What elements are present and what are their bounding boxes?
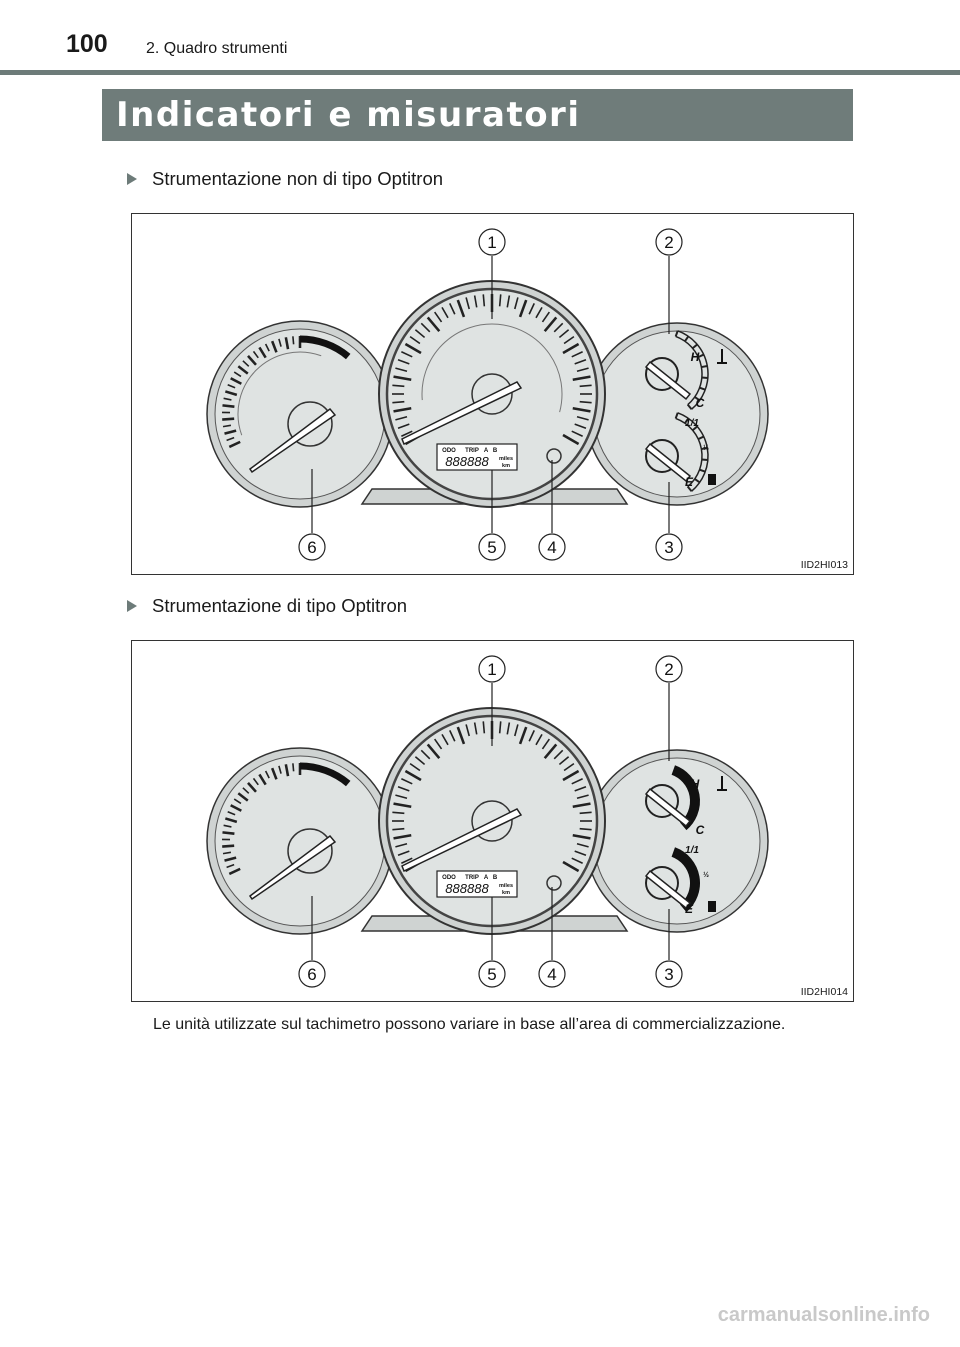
figure-code: IID2HI013 xyxy=(800,559,848,571)
fuel-empty-label: E xyxy=(684,475,694,489)
callout-number: 4 xyxy=(547,538,557,557)
miles-label: miles xyxy=(498,456,514,462)
trip-reset-knob xyxy=(547,876,561,890)
trip-label: TRIP xyxy=(465,875,479,881)
temp-hot-label: H xyxy=(690,777,700,791)
left-gauge-tick xyxy=(222,419,234,420)
left-gauge-tick xyxy=(293,763,294,771)
speedometer-tick xyxy=(483,721,484,733)
speedometer-tick xyxy=(392,829,404,830)
header-rule xyxy=(0,70,960,75)
cluster-group xyxy=(207,229,768,560)
bullet-triangle-icon xyxy=(127,173,137,185)
odo-label: ODO xyxy=(442,875,456,881)
callout-number: 3 xyxy=(664,965,674,984)
left-gauge-tick xyxy=(222,832,234,833)
odometer-digits: 888888 xyxy=(445,881,489,896)
trip-a-label: A xyxy=(483,875,489,881)
callout-number: 5 xyxy=(487,965,497,984)
speedometer-tick xyxy=(392,402,404,403)
odo-label: ODO xyxy=(442,448,456,454)
section-heading-text: Strumentazione di tipo Optitron xyxy=(152,595,408,616)
left-gauge-tick xyxy=(222,846,234,847)
callout-number: 3 xyxy=(664,538,674,557)
temp-cold-label: C xyxy=(695,823,705,837)
speedometer-tick xyxy=(580,402,592,403)
speedometer-tick xyxy=(500,294,501,306)
temp-cold-label: C xyxy=(695,396,705,410)
title-bar xyxy=(102,89,853,141)
callout-number: 2 xyxy=(664,233,674,252)
trip-reset-knob xyxy=(547,449,561,463)
page-title: Indicatori e misuratori xyxy=(116,95,581,135)
speedometer-tick xyxy=(580,385,592,386)
callout-number: 5 xyxy=(487,538,497,557)
callout-number: 1 xyxy=(487,660,497,679)
speedometer-tick xyxy=(580,812,592,813)
instrument-cluster-illustration xyxy=(132,641,853,1001)
fuel-half-label: ½ xyxy=(703,872,709,879)
bullet-triangle-icon xyxy=(127,600,137,612)
note-paragraph: Le unità utilizzate sul tachimetro possono variare in base all’area di commercializzazione. xyxy=(153,1016,786,1033)
callout-number: 6 xyxy=(307,538,317,557)
fuel-pump-icon xyxy=(708,901,716,912)
figure-code: IID2HI014 xyxy=(800,986,848,998)
speedometer-tick xyxy=(580,829,592,830)
fuel-empty-label: E xyxy=(684,902,694,916)
temp-gauge-tick xyxy=(701,366,707,367)
callout-number: 2 xyxy=(664,660,674,679)
page-number: 100 xyxy=(66,30,108,58)
miles-label: miles xyxy=(498,883,514,889)
callout-number: 1 xyxy=(487,233,497,252)
section-heading-non-optitron xyxy=(127,168,443,190)
figure-non-optitron xyxy=(131,213,854,575)
callout-number: 4 xyxy=(547,965,557,984)
section-heading-text: Strumentazione non di tipo Optitron xyxy=(152,168,444,189)
fuel-half-label: ½ xyxy=(703,445,709,452)
speedometer-tick xyxy=(392,385,404,386)
fuel-gauge-tick xyxy=(702,459,708,460)
section-heading-optitron xyxy=(127,595,407,617)
trip-b-label: B xyxy=(492,448,498,454)
speedometer-tick xyxy=(483,294,484,306)
fuel-full-label: 1/1 xyxy=(685,418,699,429)
temp-hot-label: H xyxy=(690,350,700,364)
trip-b-label: B xyxy=(492,875,498,881)
km-label: km xyxy=(502,890,510,896)
fuel-full-label: 1/1 xyxy=(685,845,699,856)
figure-optitron xyxy=(131,640,854,1002)
speedometer-tick xyxy=(500,721,501,733)
km-label: km xyxy=(502,463,510,469)
speedometer-tick xyxy=(392,812,404,813)
left-gauge-tick xyxy=(222,405,234,406)
watermark: carmanualsonline.info xyxy=(717,1304,930,1326)
temp-gauge-tick xyxy=(702,377,708,378)
trip-a-label: A xyxy=(483,448,489,454)
chapter-title: 2. Quadro strumenti xyxy=(146,40,288,57)
left-gauge-tick xyxy=(293,336,294,344)
instrument-cluster-illustration xyxy=(132,214,853,574)
callout-number: 6 xyxy=(307,965,317,984)
fuel-pump-icon xyxy=(708,474,716,485)
odometer-digits: 888888 xyxy=(445,454,489,469)
trip-label: TRIP xyxy=(465,448,479,454)
cluster-group xyxy=(207,656,768,987)
